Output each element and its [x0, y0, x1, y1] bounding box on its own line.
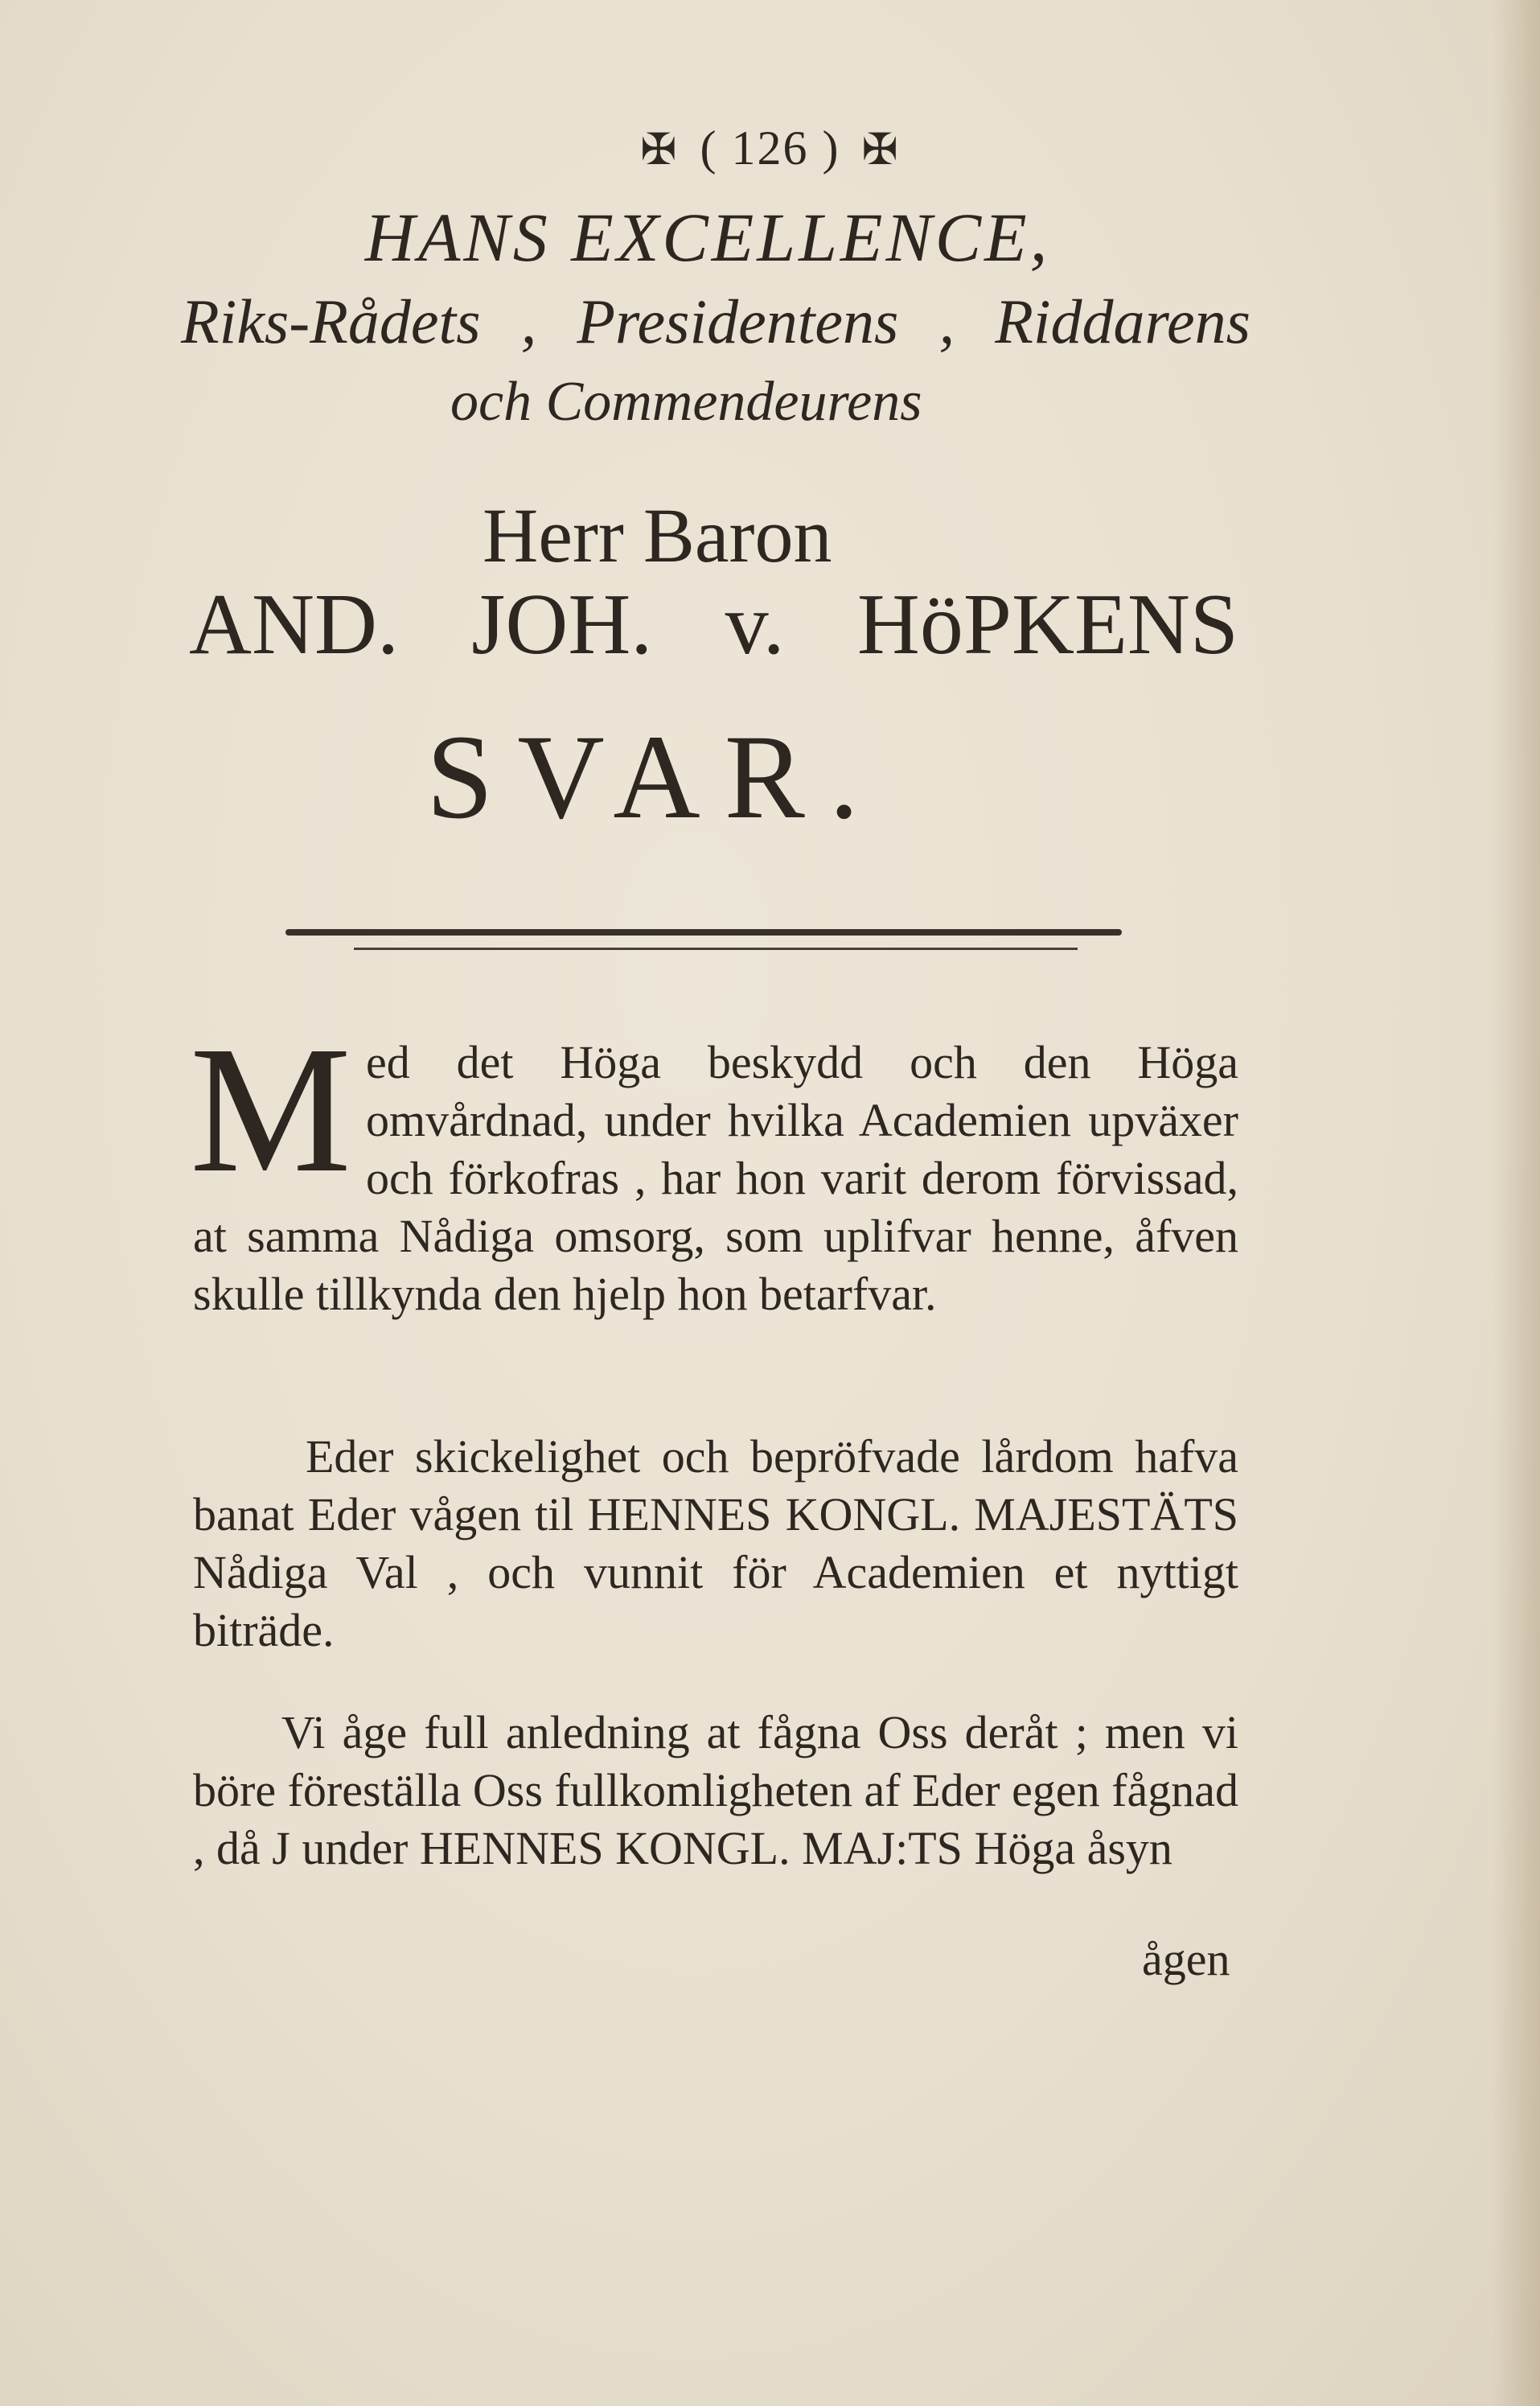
title-line-6: SVAR.	[426, 710, 884, 844]
paragraph-3: Vi åge full anledning at fågna Oss deråt ; men vi böre föreställa Oss fullkomligheten af Eder egen fågnad , då J under HENNES KONGL. MAJ:TS Höga åsyn	[193, 1706, 1238, 1874]
title-line-3: och Commendeurens	[450, 371, 922, 433]
title-line-4: Herr Baron	[483, 492, 832, 578]
paragraph-1	[190, 1009, 1238, 1323]
drop-cap: M	[190, 1009, 351, 1210]
ornament-left-icon: ✠	[640, 125, 679, 174]
ornament-right-icon: ✠	[861, 125, 900, 174]
title-rule-thick	[285, 929, 1122, 936]
paragraph-2: Eder skickelighet och bepröfvade lårdom hafva banat Eder vågen til HENNES KONGL. MAJESTÄTS Nådiga Val , och vunnit för Academien et nyttigt biträde.	[193, 1430, 1238, 1656]
title-rule-thin	[354, 948, 1078, 950]
paragraph-1-text: ed det Höga beskydd och den Höga omvårdnad, under hvilka Academien upväxer och förkofras , har hon varit derom förvissad, at samma Nådiga omsorg, som uplifvar henne, åfven skulle tillkynda den hjelp hon betarfvar.	[193, 1036, 1238, 1320]
title-line-2: Riks-Rådets , Presidentens , Riddarens	[181, 286, 1250, 356]
page-number: ( 126 )	[700, 121, 840, 175]
page-header	[0, 121, 1540, 176]
title-line-1: HANS EXCELLENCE,	[364, 199, 1051, 276]
page-edge-shadow	[1492, 0, 1540, 2406]
title-line-5: AND. JOH. v. HöPKENS	[189, 577, 1238, 672]
catchword: ågen	[1142, 1933, 1230, 1985]
